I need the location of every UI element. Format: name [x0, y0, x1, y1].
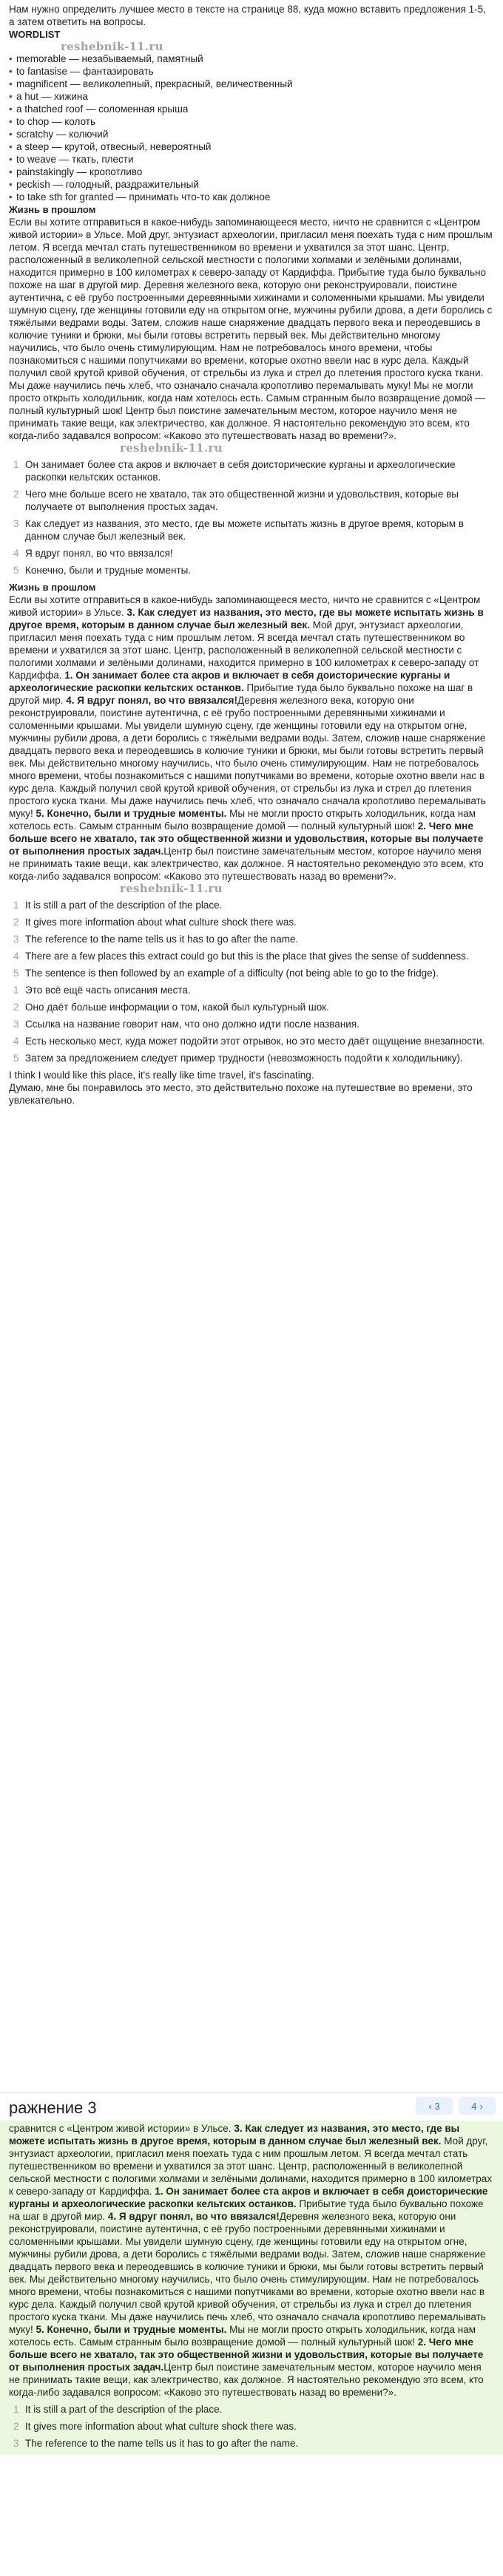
explanation-item: 2 It gives more information about what culture shock there was. [13, 2421, 297, 2432]
wordlist-item: • scratchy — колючий [9, 128, 494, 140]
explanation-item: 4 Есть несколько мест, куда может подойти этот отрывок, но это место даёт ощущение внезапности. [13, 1036, 485, 1047]
wordlist-item: • painstakingly — кропотливо [9, 166, 494, 178]
story-with-answers: сравнится с «Центром живой истории» в Ульсе. 3. Как следует из названия, это место, где вы можете испытать жизнь в другое время, которым в данном случае был железный век. Мой друг, энтузиаст археологии, пригласил меня поехать туда с ним прошлым летом. Я всегда мечтал стать путешественником во времени и ухватился за этот шанс. Центр, расположенный в великолепной сельской местности с пологими холмами и зелёными долинами, находится примерно в 100 километрах к северо-западу от Кардиффа. 1. Он занимает более ста акров и включает в себя доисторические курганы и археологические раскопки кельтских останков. Прибытие туда было буквально похоже на шаг в другой мир. 4. Я вдруг понял, во что ввязался!Деревня железного века, которую они реконструировали, поистине аутентична, с её грубо построенными деревянными хижинами и соломенными крышами. Мы увидели шумную сцену, где женщины готовили еду на открытом огне, мужчины рубили дрова, а дети боролись с тяжёлыми ведрами воды. Затем, сложив наше снаряжение двадцать первого века и переодевшись в колючие туники и брюки, мы были готовы встретить первый век. Мы действительно многому научились, что было очень стимулирующим. Нам не потребовалось много времени, чтобы познакомиться с нашими попутчиками во времени, которые охотно ввели нас в курс дела. Каждый получил свой крутой кривой обучения, от стрельбы из лука и стрел до плетения простого куска ткани. Мы даже научились печь хлеб, что означало сначала кропотливо перемалывать муку! 5. Конечно, были и трудные моменты. Мы не могли просто открыть холодильник, когда нам хотелось есть. Самым странным было возвращение домой — полный культурный шок! 2. Чего мне больше всего не хватало, так это общественной жизни и удовольствия, которые вы получаете от выполнения простых задач.Центр был поистине замечательным местом, которое научило меня не принимать такие вещи, как электричество, как должное. Я настоятельно рекомендую это всем, кто когда-либо задавался вопросом: «Каково это путешествовать назад во времени?». [9, 2123, 493, 2398]
wordlist-item: • magnificent — великолепный, прекрасный, величественный [9, 78, 494, 90]
answer-item: 3 Как следует из названия, это место, где вы можете испытать жизнь в другое время, которым в данном случае был железный век. [13, 518, 465, 542]
wordlist [9, 52, 494, 203]
wordlist-item: • memorable — незабываемый, памятный [9, 52, 494, 65]
story-text: Если вы хотите отправиться в какое-нибудь запоминающееся место, ничто не сравнится с «Центром живой истории» в Ульсе. Мой друг, энтузиаст археологии, пригласил меня поехать туда с ним прошлым летом. Я всегда мечтал стать путешественником во времени и ухватился за этот шанс. Центр, расположенный в великолепной сельской местности с пологими холмами и зелёными долинами, находится примерно в 100 километрах к северо-западу от Кардиффа. Прибытие туда было буквально похоже на шаг в другой мир. Деревня железного века, которую они реконструировали, поистине аутентична, с её грубо построенными деревянными хижинами и соломенными крышами. Мы увидели шумную сцену, где женщины готовили еду на открытом огне, мужчины рубили дрова, а дети боролись с тяжёлыми ведрами воды. Затем, сложив наше снаряжение двадцать первого века и переодевшись в колючие туники и брюки, мы были готовы встретить первый век. Мы действительно многому научились, что было очень стимулирующим. Нам не потребовалось много времени, чтобы познакомиться с нашими попутчиками во времени, которые охотно ввели нас в курс дела. Каждый получил свой крутой кривой обучения, от стрельбы из лука и стрел до плетения простого куска ткани. Мы даже научились печь хлеб, что означало сначала кропотливо перемалывать муку! Мы не могли просто открыть холодильник, когда нам хотелось есть. Самым странным было возвращение домой — полный культурный шок! Центр был поистине замечательным местом, которое научило меня не принимать такие вещи, как электричество, как должное. Я настоятельно рекомендую это всем, кто когда-либо задавался вопросом: «Каково это путешествовать назад во времени?». [9, 217, 493, 441]
explanation-item: 1 It is still a part of the description of the place. [13, 2404, 223, 2415]
closing-english: I think I would like this place, it's really like time travel, it's fascinating. [9, 1070, 314, 1081]
explanation-item: 3 The reference to the name tells us it has to go after the name. [13, 934, 299, 945]
article-body [0, 0, 503, 1107]
exercise-title: ражнение 3 [9, 2098, 97, 2117]
explanation-item: 5 The sentence is then followed by an example of a difficulty (not being able to go to the fridge). [13, 968, 439, 979]
chevron-left-icon: ‹ [428, 2100, 432, 2112]
next-exercise-button[interactable]: 4 › [459, 2097, 496, 2115]
wordlist-item: • to fantasise — фантазировать [9, 65, 494, 78]
watermark: reshebnik-11.ru [61, 40, 163, 53]
explanation-item: 3 Ссылка на название говорит нам, что оно должно идти после названия. [13, 1019, 359, 1030]
explanation-item: 1 It is still a part of the description of the place. [13, 900, 223, 911]
closing-russian: Думаю, мне бы понравилось это место, это действительно похоже на путешествие во времени, это увлекательно. [9, 1082, 473, 1106]
intro-text: Нам нужно определить лучшее место в тексте на странице 88, куда можно вставить предложения 1-5, а затем ответить на вопросы. [9, 4, 486, 27]
wordlist-item: • peckish — голодный, раздражительный [9, 178, 494, 191]
wordlist-item: • a hut — хижина [9, 90, 494, 103]
wordlist-item: • to weave — ткать, плести [9, 153, 494, 166]
explanation-item: 2 Оно даёт больше информации о том, какой был культурный шок. [13, 1002, 329, 1013]
english-explanations [9, 899, 494, 979]
story-with-answers: Если вы хотите отправиться в какое-нибудь запоминающееся место, ничто не сравнится с «Центром живой истории» в Ульсе. 3. Как следует из названия, это место, где вы можете испытать жизнь в другое время, которым в данном случае был железный век. Мой друг, энтузиаст археологии, пригласил меня поехать туда с ним прошлым летом. Я всегда мечтал стать путешественником во времени и ухватился за этот шанс. Центр, расположенный в великолепной сельской местности с пологими холмами и зелёными долинами, находится примерно в 100 километрах к северо-западу от Кардиффа. 1. Он занимает более ста акров и включает в себя доисторические курганы и археологические раскопки кельтских останков. Прибытие туда было буквально похоже на шаг в другой мир. 4. Я вдруг понял, во что ввязался!Деревня железного века, которую они реконструировали, поистине аутентична, с её грубо построенными деревянными хижинами и соломенными крышами. Мы увидели шумную сцену, где женщины готовили еду на открытом огне, мужчины рубили дрова, а дети боролись с тяжёлыми ведрами воды. Затем, сложив наше снаряжение двадцать первого века и переодевшись в колючие туники и брюки, мы были готовы встретить первый век. Мы действительно многому научились, что было очень стимулирующим. Нам не потребовалось много времени, чтобы познакомиться с нашими попутчиками во времени, которые охотно ввели нас в курс дела. Каждый получил свой крутой кривой обучения, от стрельбы из лука и стрел до плетения простого куска ткани. Мы даже научились печь хлеб, что означало сначала кропотливо перемалывать муку! 5. Конечно, были и трудные моменты. Мы не могли просто открыть холодильник, когда нам хотелось есть. Самым странным было возвращение домой — полный культурный шок! 2. Чего мне больше всего не хватало, так это общественной жизни и удовольствия, которые вы получаете от выполнения простых задач.Центр был поистине замечательным местом, которое научило меня не принимать такие вещи, как электричество, как должное. Я настоятельно рекомендую это всем, кто когда-либо задавался вопросом: «Каково это путешествовать назад во времени?». [9, 594, 486, 882]
explanation-item: 2 It gives more information about what culture shock there was. [13, 917, 297, 928]
wordlist-item: • to chop — колоть [9, 115, 494, 128]
answer-item: 5 Конечно, были и трудные моменты. [13, 565, 192, 576]
exercise-nav [416, 2097, 496, 2115]
russian-explanations [9, 984, 494, 1064]
explanation-item: 1 Это всё ещё часть описания места. [13, 985, 191, 996]
english-explanations [9, 2403, 494, 2450]
watermark: reshebnik-11.ru [120, 882, 223, 895]
section-title: Жизнь в прошлом [9, 204, 96, 215]
explanation-item: 5 Затем за предложением следует пример трудности (невозможность подойти к холодильнику). [13, 1053, 463, 1064]
chevron-right-icon: › [479, 2100, 483, 2112]
answer-list [9, 458, 494, 577]
highlighted-answer-block [0, 2121, 503, 2456]
answer-item: 1 Он занимает более ста акров и включает в себя доисторические курганы и археологические раскопки кельтских останков. [13, 459, 456, 483]
bottom-panel [0, 2092, 503, 2576]
wordlist-heading: WORDLIST [9, 29, 61, 40]
section-title: Жизнь в прошлом [9, 582, 96, 593]
prev-exercise-button[interactable]: ‹ 3 [416, 2097, 453, 2115]
watermark: reshebnik-11.ru [120, 441, 223, 455]
wordlist-item: • to take sth for granted — принимать что-то как должное [9, 191, 494, 203]
wordlist-item: • a steep — крутой, отвесный, невероятный [9, 140, 494, 153]
explanation-item: 3 The reference to the name tells us it has to go after the name. [13, 2438, 299, 2449]
explanation-item: 4 There are a few places this extract could go but this is the place that gives the sense of suddenness. [13, 951, 469, 962]
wordlist-item: • a thatched roof — соломенная крыша [9, 103, 494, 115]
answer-item: 2 Чего мне больше всего не хватало, так это общественной жизни и удовольствия, которые вы получаете от выполнения простых задач. [13, 489, 459, 512]
exercise-header [0, 2092, 503, 2121]
answer-item: 4 Я вдруг понял, во что ввязался! [13, 548, 173, 559]
